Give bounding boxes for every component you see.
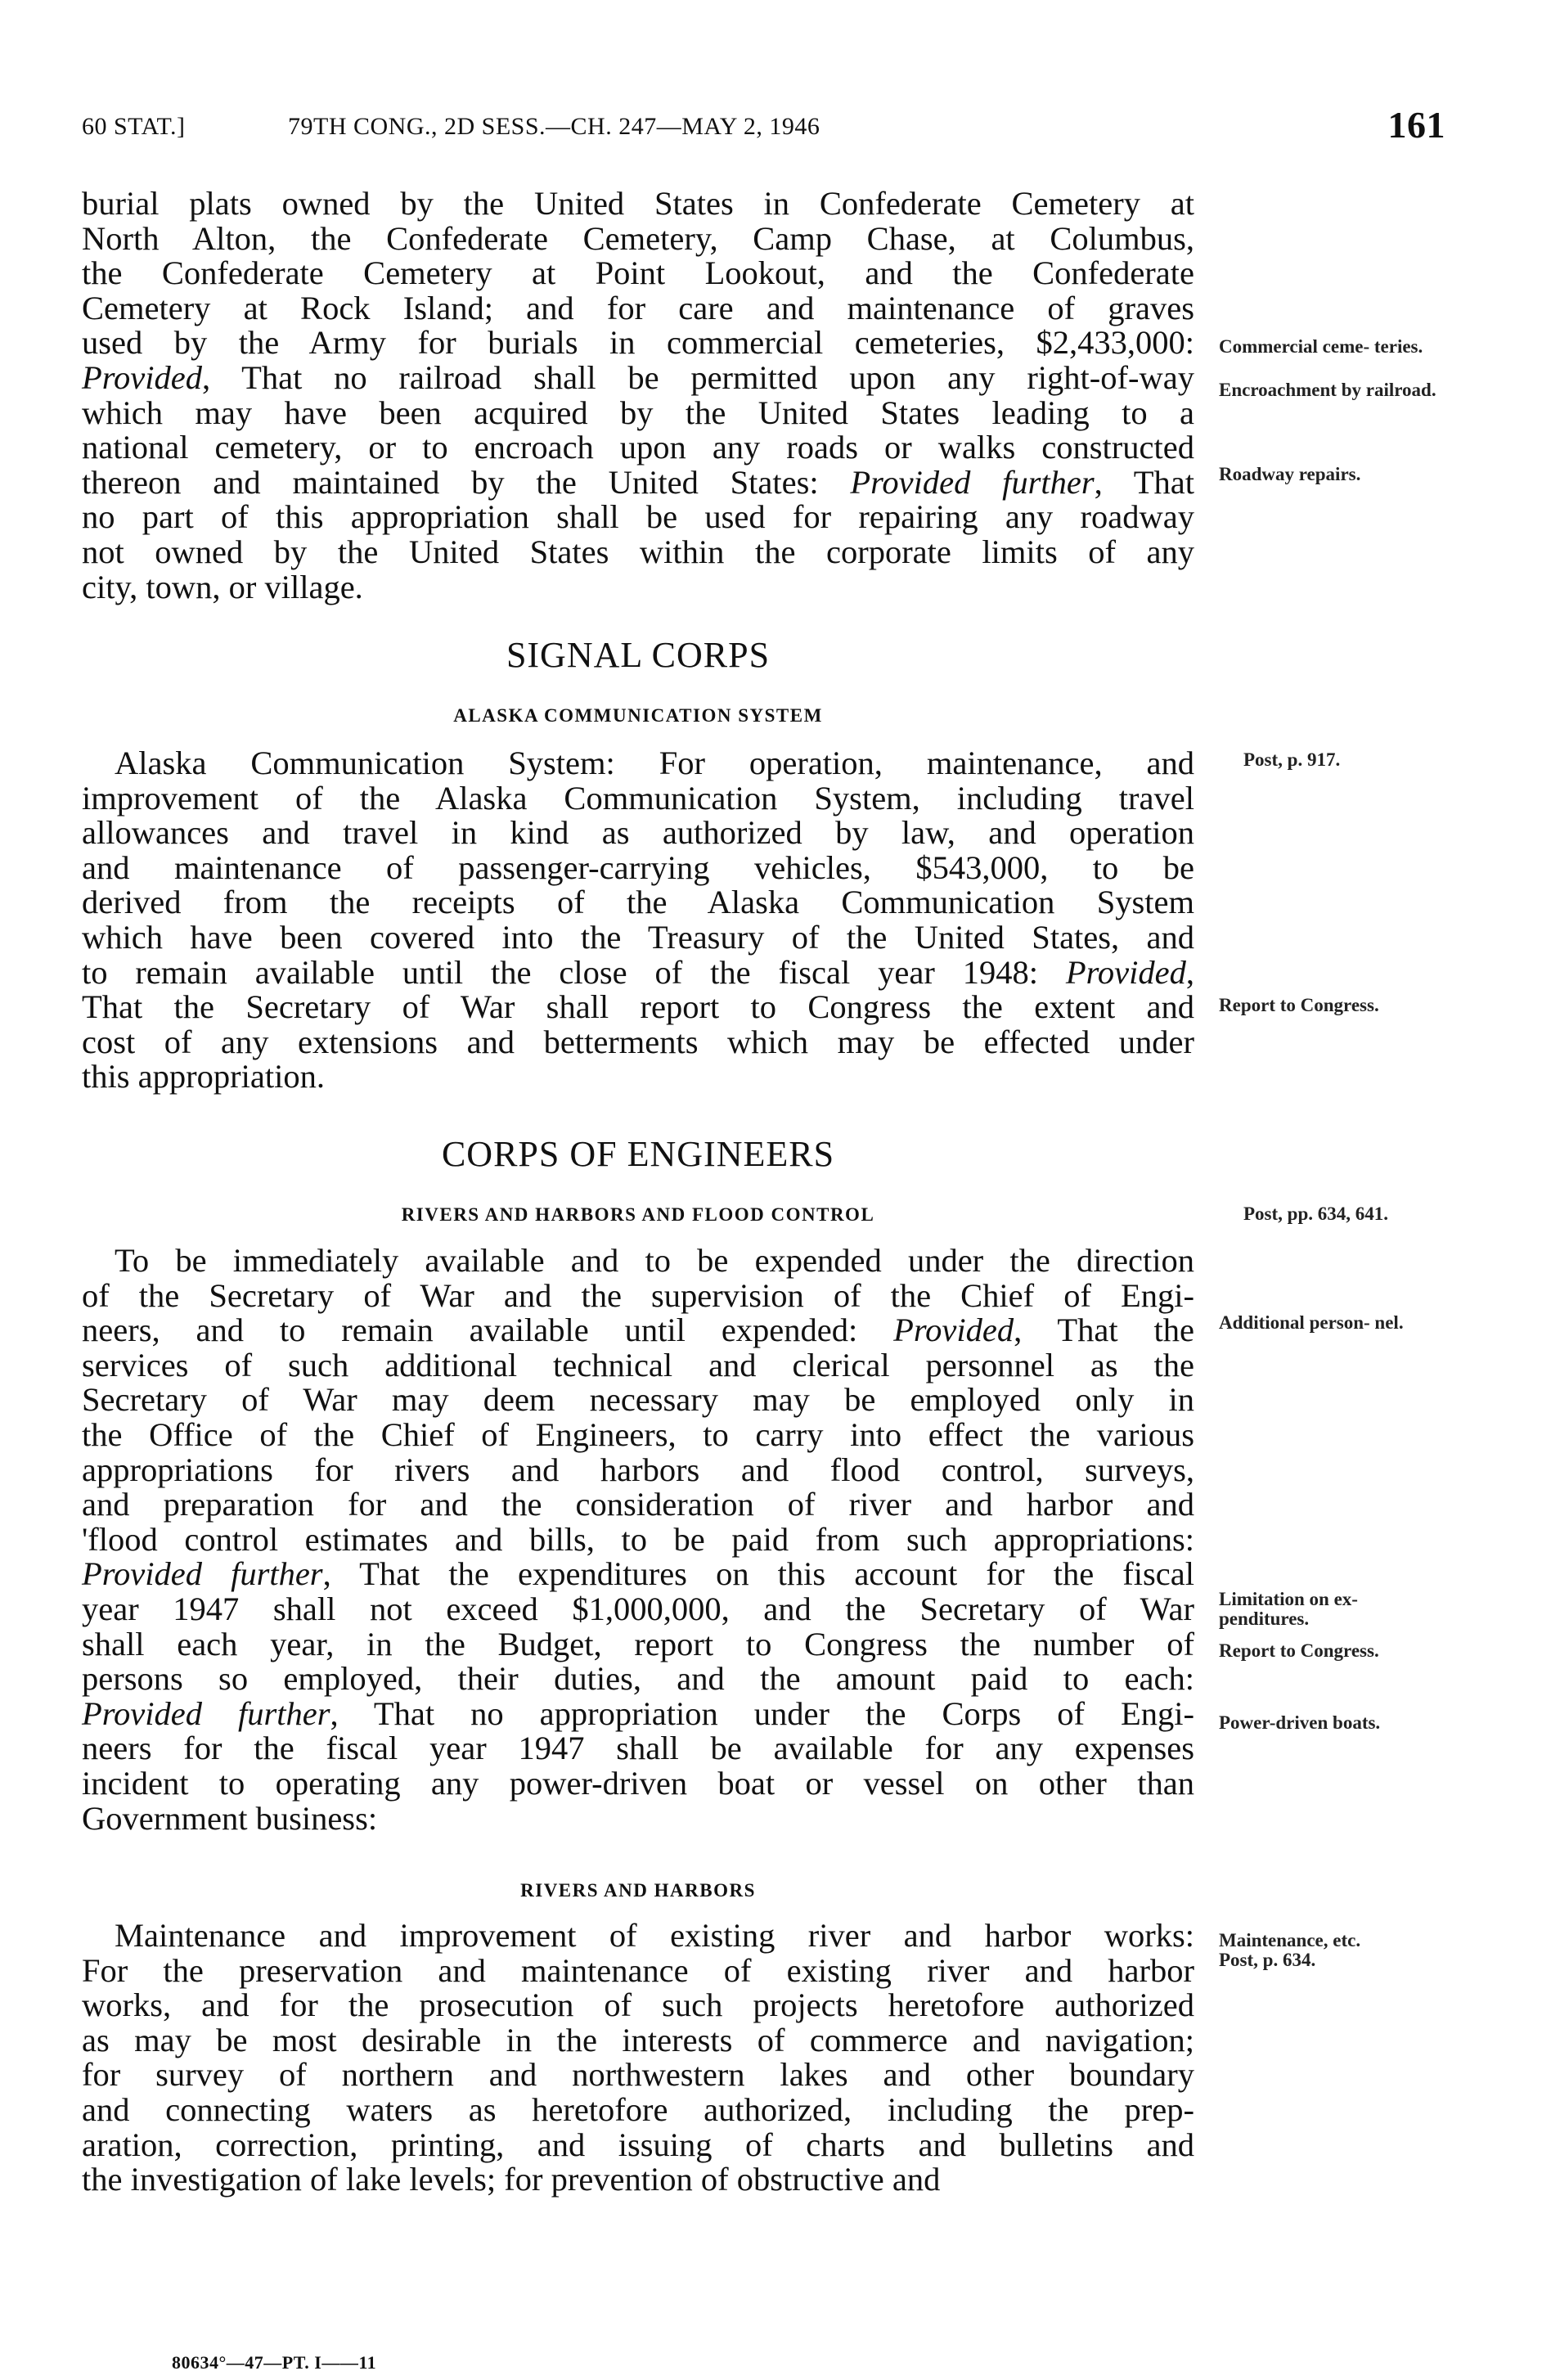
- text-line: which have been covered into the Treasury of the United States, and: [82, 918, 1194, 956]
- text-line: Provided further, That the expenditures on this account for the fiscal: [82, 1555, 1195, 1593]
- text-line: used by the Army for burials in commercial cemeteries, $2,433,000:: [82, 324, 1194, 362]
- margin-note-encroachment: Encroachment by railroad.: [1219, 380, 1436, 400]
- text-line: neers for the fiscal year 1947 shall be available for any expenses: [82, 1730, 1194, 1767]
- text-line: Maintenance and improvement of existing river and harbor works:: [115, 1917, 1194, 1954]
- text-line: the investigation of lake levels; for prevention of obstructive and: [82, 2161, 941, 2198]
- text-line: appropriations for rivers and harbors and flood control, surveys,: [82, 1451, 1194, 1488]
- header-volume: 60 STAT.]: [82, 113, 186, 140]
- text-line: this appropriation.: [82, 1058, 325, 1096]
- margin-note-roadway-repairs: Roadway repairs.: [1219, 464, 1361, 484]
- text-line: national cemetery, or to encroach upon any roads or walks constructed: [82, 429, 1194, 466]
- paragraph-rivers-harbors: [82, 1919, 1194, 2198]
- margin-note-post-917: Post, p. 917.: [1243, 749, 1341, 770]
- text-line: North Alton, the Confederate Cemetery, Camp Chase, at Columbus,: [82, 219, 1194, 257]
- subheading-alaska-communication: ALASKA COMMUNICATION SYSTEM: [453, 705, 823, 726]
- text-line: allowances and travel in kind as authorized by law, and operation: [82, 814, 1194, 852]
- margin-note-power-driven: Power-driven boats.: [1219, 1712, 1381, 1733]
- text-line: burial plats owned by the United States in Confederate Cemetery at: [82, 185, 1194, 222]
- margin-note-commercial-cemeteries: Commercial ceme- teries.: [1219, 336, 1423, 357]
- text-line: aration, correction, printing, and issuing of charts and bulletins and: [82, 2126, 1194, 2163]
- text-line: year 1947 shall not exceed $1,000,000, and the Secretary of War: [82, 1590, 1194, 1627]
- text-line: which may have been acquired by the United States leading to a: [82, 394, 1194, 431]
- heading-corps-of-engineers: CORPS OF ENGINEERS: [441, 1134, 835, 1174]
- text-line: as may be most desirable in the interests of commerce and navigation;: [82, 2021, 1194, 2058]
- margin-note-post-634-641: Post, pp. 634, 641.: [1243, 1203, 1388, 1224]
- text-line: That the Secretary of War shall report to Congress the extent and: [82, 988, 1194, 1026]
- text-line: of the Secretary of War and the supervision of the Chief of Engi-: [82, 1276, 1194, 1314]
- margin-note-post-634: Post, p. 634.: [1219, 1950, 1316, 1970]
- text-line: Government business:: [82, 1799, 378, 1837]
- text-line: no part of this appropriation shall be used for repairing any roadway: [82, 498, 1194, 536]
- margin-note-report-congress-2: Report to Congress.: [1219, 1640, 1379, 1661]
- header-session: 79TH CONG., 2D SESS.—CH. 247—MAY 2, 1946: [288, 113, 820, 140]
- subheading-rivers-harbors-flood: RIVERS AND HARBORS AND FLOOD CONTROL: [401, 1204, 875, 1225]
- heading-signal-corps: SIGNAL CORPS: [506, 635, 771, 675]
- text-line: city, town, or village.: [82, 568, 363, 605]
- text-line: to remain available until the close of the fiscal year 1948: Provided,: [82, 953, 1194, 991]
- text-line: Cemetery at Rock Island; and for care and maintenance of graves: [82, 289, 1194, 326]
- paragraph-cemeteries: [82, 187, 1194, 605]
- text-line: and preparation for and the consideration of river and harbor and: [82, 1486, 1194, 1523]
- margin-note-additional-personnel: Additional person- nel.: [1219, 1312, 1404, 1333]
- text-line: the Office of the Chief of Engineers, to carry into effect the various: [82, 1415, 1194, 1453]
- margin-note-report-congress-1: Report to Congress.: [1219, 995, 1379, 1015]
- text-line: and connecting waters as heretofore authorized, including the prep-: [82, 2090, 1194, 2128]
- text-line: and maintenance of passenger-carrying vehicles, $543,000, to be: [82, 848, 1194, 886]
- text-line: not owned by the United States within the corporate limits of any: [82, 533, 1194, 570]
- footer-printing-code: 80634°—47—PT. I——11: [172, 2352, 377, 2373]
- paragraph-engineers: [82, 1244, 1194, 1836]
- text-line: Alaska Communication System: For operation, maintenance, and: [115, 745, 1194, 781]
- text-line: For the preservation and maintenance of existing river and harbor: [82, 1951, 1194, 1989]
- text-line: incident to operating any power-driven boat or vessel on other than: [82, 1764, 1194, 1802]
- text-line: the Confederate Cemetery at Point Lookout, and the Confederate: [82, 254, 1194, 292]
- text-line: Secretary of War may deem necessary may be employed only in: [82, 1381, 1194, 1419]
- paragraph-alaska: [82, 746, 1194, 1095]
- text-line: Provided further, That no appropriation under the Corps of Engi-: [82, 1694, 1194, 1732]
- margin-note-maintenance: Maintenance, etc.: [1219, 1930, 1361, 1950]
- text-line: services of such additional technical and clerical personnel as the: [82, 1346, 1194, 1383]
- margin-note-limitation: Limitation on ex- penditures.: [1219, 1589, 1358, 1629]
- text-line: for survey of northern and northwestern lakes and other boundary: [82, 2056, 1194, 2094]
- text-line: cost of any extensions and betterments which may be effected under: [82, 1023, 1194, 1060]
- text-line: To be immediately available and to be expended under the direction: [115, 1242, 1194, 1279]
- text-line: works, and for the prosecution of such projects heretofore authorized: [82, 1986, 1194, 2024]
- text-line: 'flood control estimates and bills, to be paid from such appropriations:: [82, 1520, 1194, 1558]
- text-line: shall each year, in the Budget, report to Congress the number of: [82, 1625, 1194, 1662]
- subheading-rivers-harbors: RIVERS AND HARBORS: [520, 1880, 756, 1901]
- text-line: persons so employed, their duties, and the amount paid to each:: [82, 1660, 1194, 1698]
- text-line: thereon and maintained by the United States: Provided further, That: [82, 463, 1194, 501]
- text-line: improvement of the Alaska Communication System, including travel: [82, 779, 1194, 817]
- text-line: derived from the receipts of the Alaska Communication System: [82, 884, 1194, 921]
- text-line: Provided, That no railroad shall be permitted upon any right-of-way: [82, 358, 1194, 396]
- page-number: 161: [1387, 104, 1445, 146]
- text-line: neers, and to remain available until expended: Provided, That the: [82, 1311, 1194, 1349]
